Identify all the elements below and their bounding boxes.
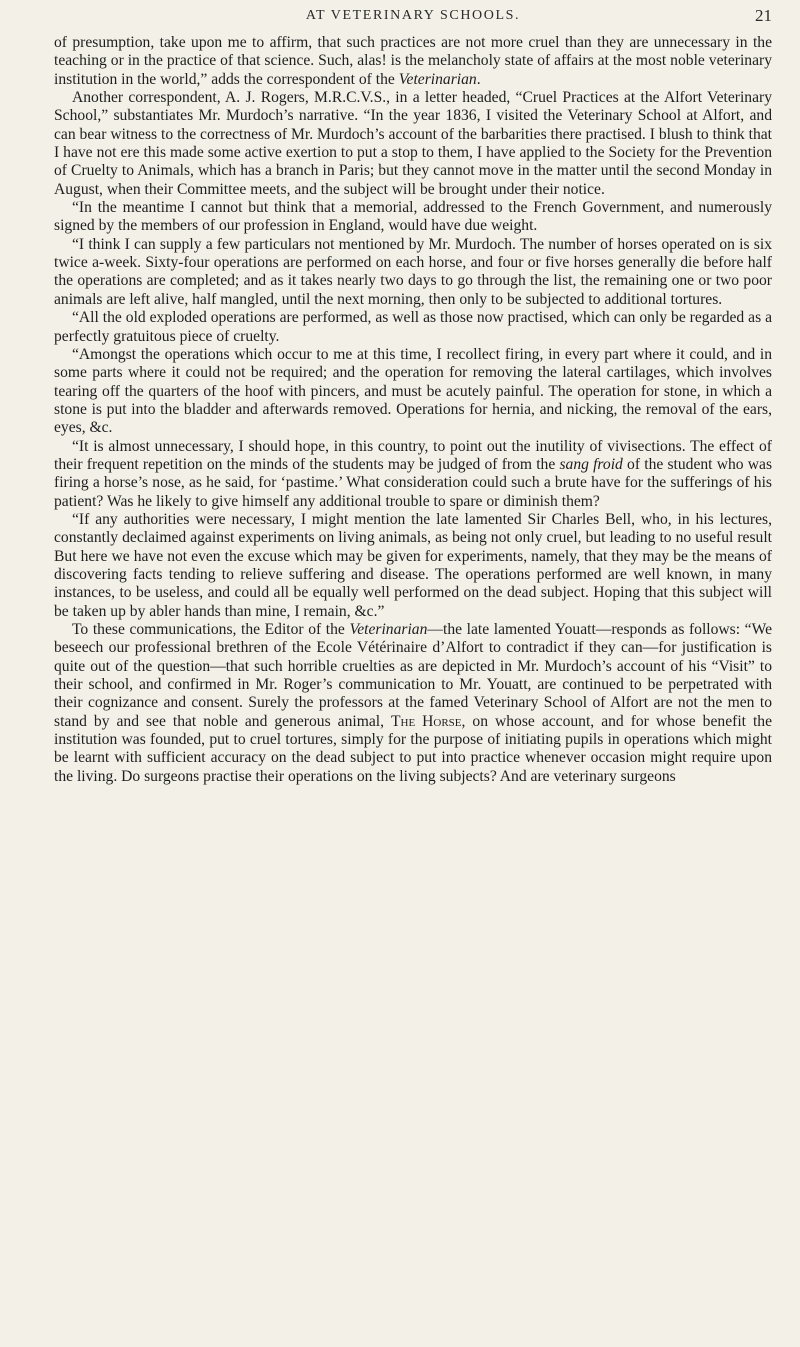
- page-number: 21: [755, 6, 772, 25]
- paragraph-text: To these communications, the Editor of the: [72, 621, 350, 638]
- paragraph: [54, 199, 772, 236]
- paragraph-text: “If any authorities were necessary, I might mention the late lamented Sir Charles Bell, who, in his lectures, constantly declaimed against experiments on living animals, as being not only cruel, but leading to no useful result But here we have not even the excuse which may be given for experiments, namely, that they may be the means of discovering facts tending to relieve suffering and disease. The operations performed are well known, in many instances, to be useless, and could all be equally well performed on the dead subject. Hoping that this subject will be taken up by abler hands than mine, I remain, &c.”: [54, 510, 772, 620]
- small-caps-text: The Horse: [390, 712, 462, 730]
- running-head: [54, 6, 772, 32]
- paragraph: [54, 621, 772, 786]
- paragraph-text: “In the meantime I cannot but think that a memorial, addressed to the French Government, and numerously signed by the members of our profession in England, would have due weight.: [54, 199, 772, 235]
- paragraph-text: “All the old exploded operations are performed, as well as those now practised, which can only be regarded as a perfectly gratuitous piece of cruelty.: [54, 309, 772, 345]
- running-title: AT VETERINARY SCHOOLS.: [305, 8, 521, 23]
- paragraph-text: Another correspondent, A. J. Rogers, M.R.C.V.S., in a letter headed, “Cruel Practices at the Alfort Veterinary School,” substantiates Mr. Murdoch’s narrative. “In the year 1836, I visited the Veterinary School at Alfort, and can bear witness to the correctness of Mr. Murdoch’s account of the barbarities there practised. I blush to think that I have not ere this made some active exertion to put a stop to them, I have applied to the Society for the Prevention of Cruelty to Animals, which has a branch in Paris; but they cannot move in the matter until the second Monday in August, when their Committee meets, and the subject will be brought under their notice.: [54, 89, 772, 198]
- italic-text: sang froid: [559, 455, 623, 473]
- paragraph-text: of presumption, take upon me to affirm, that such practices are not more cruel than they are unnecessary in the teaching or in the practice of that science. Such, alas! is the melancholy state of affairs at the most noble veterinary institution in the world,” adds the correspondent of the: [54, 34, 772, 88]
- paragraph: [54, 346, 772, 438]
- paragraph: [54, 511, 772, 621]
- paragraph: [54, 438, 772, 511]
- paragraph-text: , on whose account, and for whose benefit the institution was founded, put to cruel tortures, simply for the purpose of initiating pupils in operations which might be learnt with sufficient accuracy on the dead subject to put into practice whenever occasion might require upon the living. Do surgeons practise their operations on the living subjects? And are veterinary surgeons: [54, 712, 773, 785]
- paragraph: [54, 89, 772, 199]
- paragraph: [54, 236, 772, 309]
- paragraph-text: “Amongst the operations which occur to me at this time, I recollect firing, in every part where it could, and in some parts where it could not be required; and the operation for removing the lateral cartilages, which involves tearing off the quarters of the hoof with pincers, and must be acutely painful. The operation for stone, in which a stone is put into the bladder and afterwards removed. Operations for hernia, and nicking, the removal of the ears, eyes, &c.: [54, 345, 772, 437]
- paragraph-text: “I think I can supply a few particulars not mentioned by Mr. Murdoch. The number of horses operated on is six twice a-week. Sixty-four operations are performed on each horse, and four or five horses generally die before half the operations are completed; and as it takes nearly two days to go through the list, the remaining one or two poor animals are left alive, half mangled, until the next morning, then only to be subjected to additional tortures.: [54, 235, 772, 308]
- paragraph-text: of the student who was firing a horse’s nose, as he said, for ‘pastime.’ What consideration could such a brute have for the sufferings of his patient? Was he likely to give himself any additional trouble to spare or diminish them?: [54, 455, 773, 510]
- italic-text: Veterinarian: [349, 621, 428, 638]
- paragraph-text: .: [476, 70, 481, 88]
- paragraph-text: “It is almost unnecessary, I should hope, in this country, to point out the inutility of vivisections. The effect of their frequent repetition on the minds of the students may be judged of from the: [54, 437, 772, 473]
- paragraph-text: —the late lamented Youatt—responds as follows: “We beseech our professional brethren of the Ecole Vétérinaire d’Alfort to contradict if they can—for justification is quite out of the question—that such horrible cruelties as are depicted in Mr. Murdoch’s account of his “Visit” to their school, and confirmed in Mr. Roger’s communication to Mr. Youatt, are continued to be perpetrated with their cognizance and consent. Surely the professors at the famed Veterinary School of Alfort are not the men to stand by and see that noble and generous animal,: [54, 621, 772, 730]
- paragraph: [54, 34, 772, 89]
- italic-text: Veterinarian: [398, 70, 477, 88]
- body-text: [54, 34, 772, 786]
- paragraph: [54, 309, 772, 346]
